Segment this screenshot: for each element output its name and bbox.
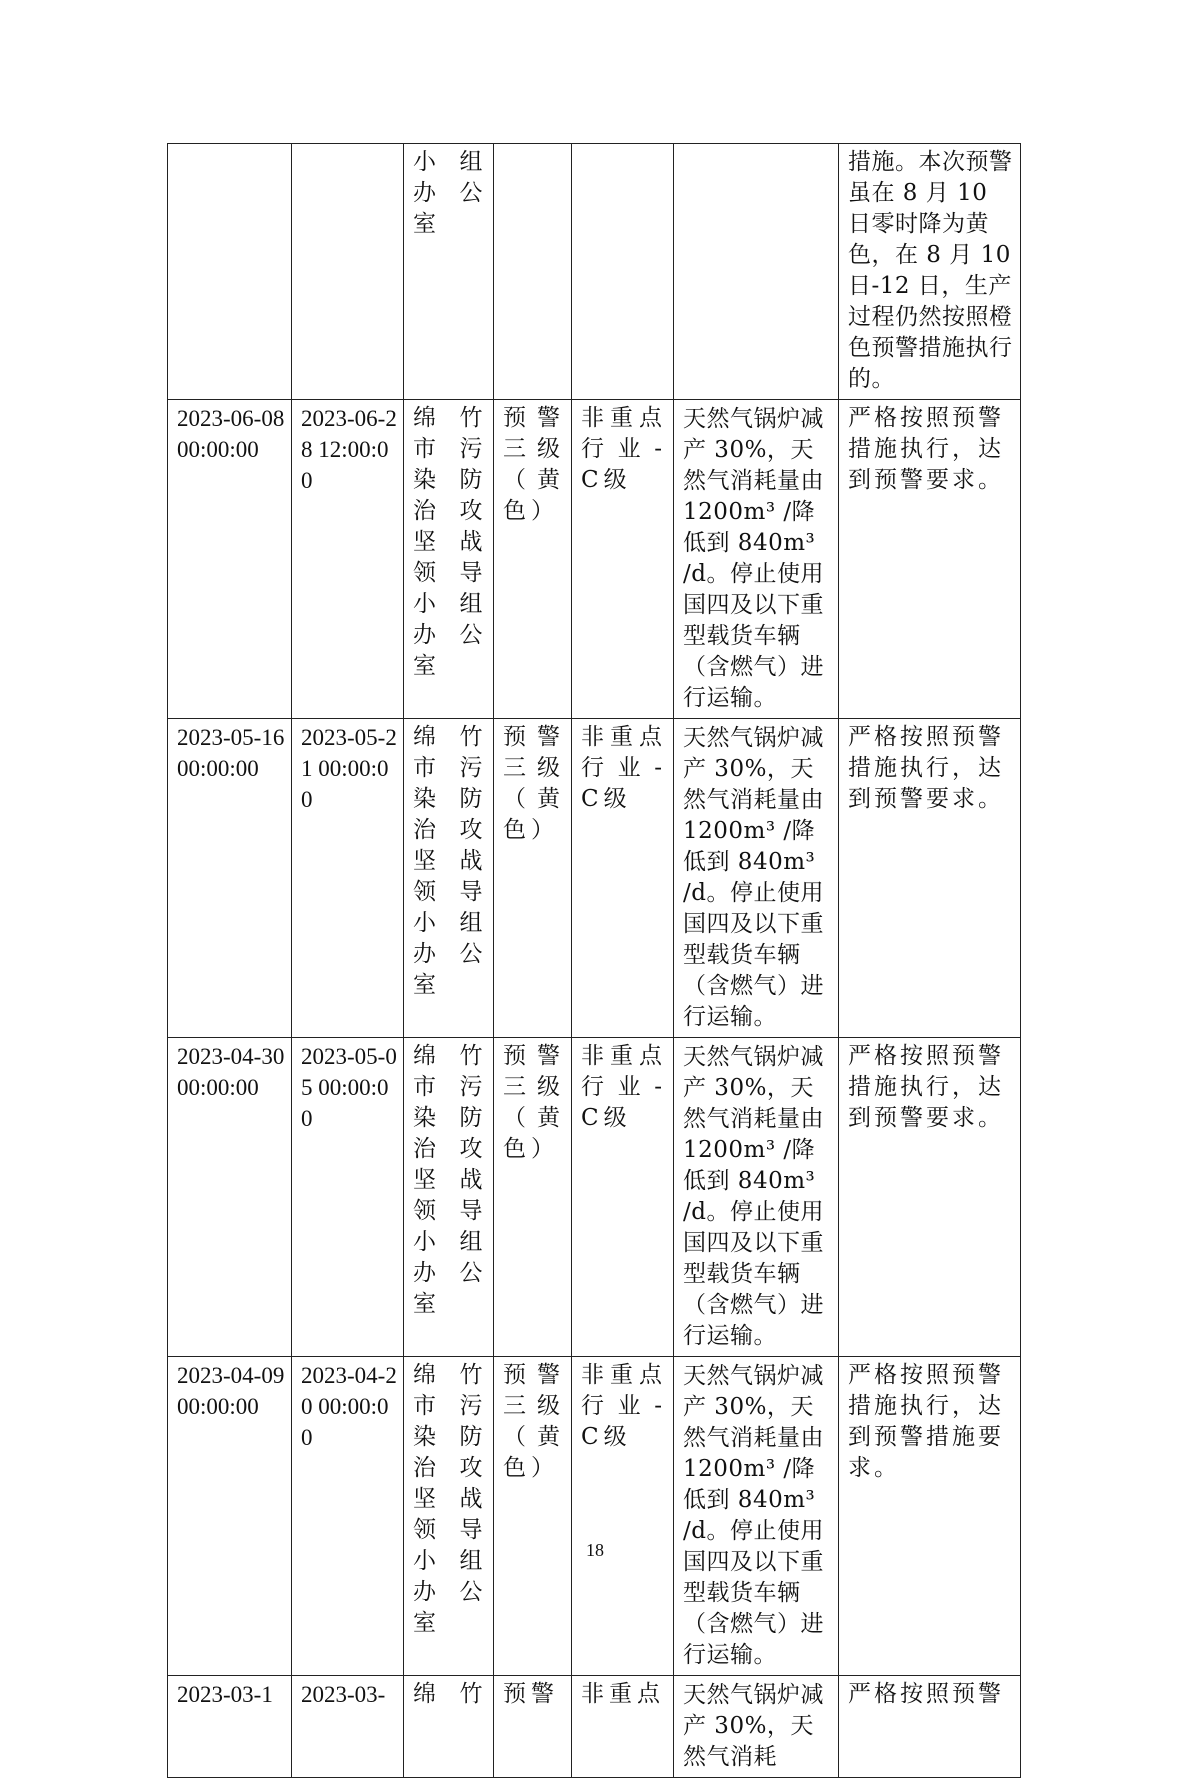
issuer-char: 公 [459, 1260, 483, 1286]
issuer-char: 治 [413, 817, 436, 843]
issuer-char: 竹 [459, 724, 483, 750]
table-row [168, 1038, 1021, 1357]
issuer-char: 污 [459, 1393, 483, 1419]
issuer-char: 战 [459, 1486, 483, 1512]
issuer-text [413, 147, 487, 240]
issuer-char: 绵 [413, 724, 436, 750]
issuer-char: 公 [459, 1579, 483, 1605]
issuer-char: 防 [459, 1424, 483, 1450]
issuer-char: 导 [459, 560, 483, 586]
issuer-char: 小 [413, 910, 436, 936]
issuer-char: 组 [459, 1229, 483, 1255]
start-time-cell: 2023-06-08 00:00:00 [168, 400, 292, 719]
issuer-char: 办 [413, 941, 436, 967]
issuer-char: 办 [413, 622, 436, 648]
warning-level-cell [494, 144, 572, 400]
issuer-char: 室 [413, 972, 436, 998]
end-time-cell: 2023-05-21 00:00:00 [292, 719, 404, 1038]
end-time-cell [292, 144, 404, 400]
issuer-char: 竹 [459, 1043, 483, 1069]
issuer-char: 污 [459, 755, 483, 781]
issuer-char: 坚 [413, 1486, 436, 1512]
control-measures-cell: 天然气锅炉减产 30%，天然气消耗量由 1200m³ /降低到 840m³ /d。停止使用国四及以下重型载货车辆（含燃气）进行运输。 [674, 400, 839, 719]
issuer-char: 导 [459, 879, 483, 905]
warning-level-cell: 预警三级（黄色） [494, 1038, 572, 1357]
issuer-char: 防 [459, 1105, 483, 1131]
execution-status-cell: 严格按照预警措施执行，达到预警措施要求。 [839, 1357, 1021, 1676]
warning-level-cell: 预警 [494, 1676, 572, 1778]
issuer-char: 小 [413, 591, 436, 617]
industry-class-cell [572, 144, 674, 400]
issuer-char: 市 [413, 436, 436, 462]
issuer-char: 领 [413, 1198, 436, 1224]
start-time-cell [168, 144, 292, 400]
issuer-cell [404, 1357, 494, 1676]
issuer-cell [404, 1676, 494, 1778]
issuer-char: 战 [459, 848, 483, 874]
issuer-text [413, 722, 487, 1001]
issuer-char: 室 [413, 1610, 436, 1636]
issuer-char: 组 [459, 149, 483, 175]
issuer-char: 市 [413, 1074, 436, 1100]
issuer-char: 市 [413, 1393, 436, 1419]
table-row [168, 1676, 1021, 1778]
warning-level-cell: 预警三级（黄色） [494, 719, 572, 1038]
issuer-char: 办 [413, 1260, 436, 1286]
issuer-char: 战 [459, 529, 483, 555]
start-time-cell: 2023-04-09 00:00:00 [168, 1357, 292, 1676]
end-time-cell: 2023-06-28 12:00:00 [292, 400, 404, 719]
table-row [168, 400, 1021, 719]
industry-class-cell: 非重点行业-C级 [572, 1038, 674, 1357]
issuer-char: 防 [459, 467, 483, 493]
issuer-char: 领 [413, 879, 436, 905]
issuer-char: 办 [413, 1579, 436, 1605]
industry-class-cell: 非重点行业-C级 [572, 400, 674, 719]
start-time-cell: 2023-04-30 00:00:00 [168, 1038, 292, 1357]
issuer-char: 治 [413, 1136, 436, 1162]
end-time-cell: 2023-03- [292, 1676, 404, 1778]
issuer-char: 组 [459, 591, 483, 617]
issuer-char: 室 [413, 211, 436, 237]
issuer-char: 污 [459, 436, 483, 462]
issuer-char: 组 [459, 910, 483, 936]
issuer-char: 小 [413, 1548, 436, 1574]
end-time-cell: 2023-05-05 00:00:00 [292, 1038, 404, 1357]
control-measures-cell: 天然气锅炉减产 30%，天然气消耗 [674, 1676, 839, 1778]
issuer-char: 竹 [459, 1681, 483, 1707]
control-measures-cell [674, 144, 839, 400]
warning-record-table [167, 143, 1021, 1778]
issuer-char: 领 [413, 560, 436, 586]
start-time-cell: 2023-05-16 00:00:00 [168, 719, 292, 1038]
issuer-char: 染 [413, 1105, 436, 1131]
issuer-char: 公 [459, 180, 483, 206]
table-body [168, 144, 1021, 1778]
issuer-char: 防 [459, 786, 483, 812]
issuer-char: 市 [413, 755, 436, 781]
issuer-text [413, 403, 487, 682]
issuer-char: 小 [413, 149, 436, 175]
issuer-char: 绵 [413, 1362, 436, 1388]
issuer-char: 攻 [459, 1455, 483, 1481]
table-row [168, 719, 1021, 1038]
issuer-char: 绵 [413, 1681, 436, 1707]
issuer-char: 坚 [413, 848, 436, 874]
execution-status-cell: 措施。本次预警虽在 8 月 10 日零时降为黄色，在 8 月 10 日-12 日，生产过程仍然按照橙色预警措施执行的。 [839, 144, 1021, 400]
page-number: 18 [586, 1540, 604, 1560]
issuer-text [413, 1041, 487, 1320]
issuer-char: 绵 [413, 1043, 436, 1069]
execution-status-cell: 严格按照预警 [839, 1676, 1021, 1778]
issuer-char: 办 [413, 180, 436, 206]
issuer-char: 室 [413, 653, 436, 679]
issuer-char: 坚 [413, 1167, 436, 1193]
issuer-char: 导 [459, 1198, 483, 1224]
issuer-char: 战 [459, 1167, 483, 1193]
issuer-char: 攻 [459, 498, 483, 524]
issuer-cell [404, 400, 494, 719]
table-row [168, 144, 1021, 400]
issuer-char: 攻 [459, 817, 483, 843]
issuer-char: 竹 [459, 405, 483, 431]
issuer-cell [404, 719, 494, 1038]
issuer-char: 污 [459, 1074, 483, 1100]
issuer-char: 竹 [459, 1362, 483, 1388]
issuer-text [413, 1360, 487, 1639]
issuer-char: 公 [459, 622, 483, 648]
issuer-char: 攻 [459, 1136, 483, 1162]
control-measures-cell: 天然气锅炉减产 30%，天然气消耗量由 1200m³ /降低到 840m³ /d。停止使用国四及以下重型载货车辆（含燃气）进行运输。 [674, 1357, 839, 1676]
issuer-char: 坚 [413, 529, 436, 555]
issuer-char: 染 [413, 467, 436, 493]
industry-class-cell: 非重点 [572, 1676, 674, 1778]
issuer-char: 导 [459, 1517, 483, 1543]
issuer-char: 室 [413, 1291, 436, 1317]
table-row [168, 1357, 1021, 1676]
issuer-cell [404, 1038, 494, 1357]
issuer-char: 治 [413, 498, 436, 524]
issuer-char: 小 [413, 1229, 436, 1255]
start-time-cell: 2023-03-1 [168, 1676, 292, 1778]
issuer-char: 公 [459, 941, 483, 967]
issuer-char: 领 [413, 1517, 436, 1543]
issuer-char: 组 [459, 1548, 483, 1574]
issuer-char: 绵 [413, 405, 436, 431]
issuer-char: 治 [413, 1455, 436, 1481]
warning-level-cell: 预警三级（黄色） [494, 400, 572, 719]
execution-status-cell: 严格按照预警措施执行，达到预警要求。 [839, 719, 1021, 1038]
execution-status-cell: 严格按照预警措施执行，达到预警要求。 [839, 400, 1021, 719]
execution-status-cell: 严格按照预警措施执行，达到预警要求。 [839, 1038, 1021, 1357]
control-measures-cell: 天然气锅炉减产 30%，天然气消耗量由 1200m³ /降低到 840m³ /d。停止使用国四及以下重型载货车辆（含燃气）进行运输。 [674, 1038, 839, 1357]
issuer-cell [404, 144, 494, 400]
industry-class-cell: 非重点行业-C级 [572, 1357, 674, 1676]
control-measures-cell: 天然气锅炉减产 30%，天然气消耗量由 1200m³ /降低到 840m³ /d。停止使用国四及以下重型载货车辆（含燃气）进行运输。 [674, 719, 839, 1038]
warning-level-cell: 预警三级（黄色） [494, 1357, 572, 1676]
issuer-text [413, 1679, 487, 1710]
issuer-char: 染 [413, 786, 436, 812]
industry-class-cell: 非重点行业-C级 [572, 719, 674, 1038]
end-time-cell: 2023-04-20 00:00:00 [292, 1357, 404, 1676]
issuer-char: 染 [413, 1424, 436, 1450]
